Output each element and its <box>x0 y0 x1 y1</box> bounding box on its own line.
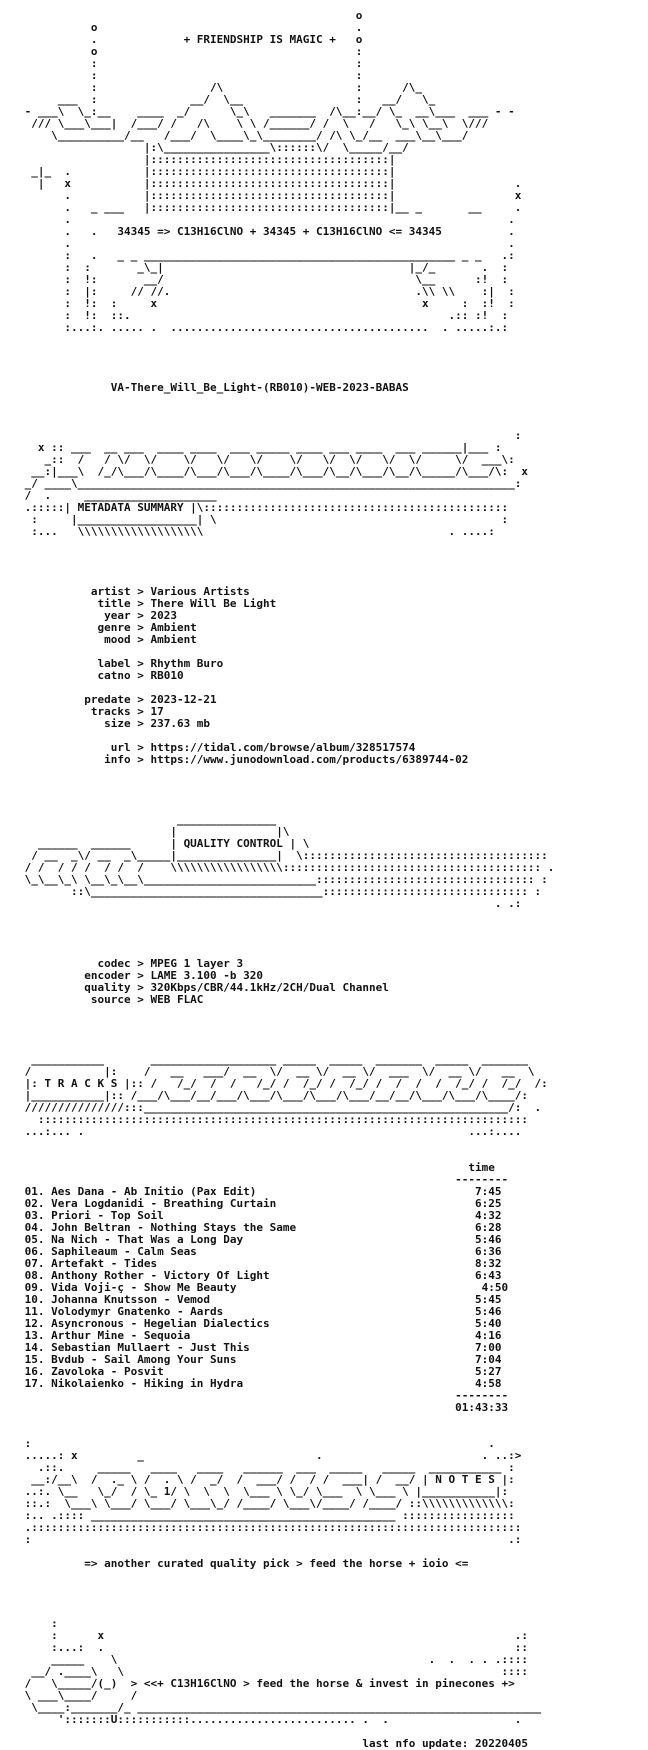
nfo-ascii-document: o o . . + FRIENDSHIP IS MAGIC + o o : : : : : : /\ : /\_ ___ : __/ \__ : __/ \_ - ___\ \_:__ ____ _/ \_\ _______ /\__:__/ \_ __\___ ___ - - /// \___\___| /___/ / /\ \ \ /______/ / \ / \_\ \__\ \/// \__________/__ /___/ \____\_\________/ /\ \_/__ ___\__\___/ |:\________________\::::::\/ \_____/__/ |::::::::::::::::::::::::::::::::::::| _|_ . |::::::::::::::::::::::::::::::::::::| | x |::::::::::::::::::::::::::::::::::::| . . |::::::::::::::::::::::::::::::::::::| x . _ ___ |::::::::::::::::::::::::::::::::::::|__ _ __ . . . . . 34345 => C13H16ClNO + 34345 + C13H16ClNO <= 34345 . . . : . _ _ _______________________________________________ _ _ .: : : _\_| |_/_ . : : !: __/ \__ :! : : |: // //. .\\ \\ :| : : !: : x x : :! : : !: ::. .:: :! : :...:. ..... . ....................................... . .....:.: VA-There_Will_Be_Light-(RB010)-WEB-2023-BABAS : x :: ___ __ ___ ____ ____ ___ _____ ____ ___ ____ ___ ______|___ : _:: / / \/ \/ \/ \/ \/ \/ \/ \/ \/ \/ \/ ___\: __:|___\ /_/\___/\____/\___/\___/\____/\___/\__/\___/\__/\_____/\___/\: x _/ ____\__________________________________________________________________: / . ____________________ .:::::| METADATA SUMMARY |\:::::::::::::::::::::::::::::::::::::::::::::: : |__________________| \ : :... \\\\\\\\\\\\\\\\\\\ . ....: artist > Various Artists title > There Will Be Light year > 2023 genre > Ambient mood > Ambient label > Rhythm Buro catno > RB010 predate > 2023-12-21 tracks > 17 size > 237.63 mb url > https://tidal.com/browse/album/328517574 info > https://www.junodownload.com/products/6389744-02 _______________ | |\ ______ ______ | QUALITY CONTROL | \ / __ _\/ __ _\_____|_______________| \::::::::::::::::::::::::::::::::::::: / / / / / / / / \\\\\\\\\\\\\\\\\::::::::::::::::::::::::::::::::::::::: . \_\__\_\ \__\_\__\__________________________::::::::::::::::::::::::::::::::: : ::\___________________________________::::::::::::::::::::::::::::::: : . .: codec > MPEG 1 layer 3 encoder > LAME 3.100 -b 320 quality > 320Kbps/CBR/44.1kHz/2CH/Dual Channel source > WEB FLAC ___________ ___________________ _____ _____ _______ _____ _______ / |: / __ ___/ __ \/ __ \/ __ \/ ___ \/ __ \/ __ \ |: T R A C K S |:: / /_/ / / /_/ / /_/ / /_/ / / / / /_/ / /_/ /: |___________|:: /___/\___/__/___/\___/\___/\___/\___/__/__/\___/\___/\____/: ///////////////:::_______________________________________________________/: . :::::::::::::::::::::::::::::::::::::::::::::::::::::::::::::::::::::::::: ...:... . ...:.... time -------- 01. Aes Dana - Ab Initio (Pax Edit) 7:45 02. Vera Logdanidi - Breathing Curtain 6:25 03. Priori - Top Soil 4:32 04. John Beltran - Nothing Stays the Same 6:28 05. Na Nich - That Was a Long Day 5:46 06. Saphileaum - Calm Seas 6:36 07. Artefakt - Tides 8:32 08. Anthony Rother - Victory Of Light 6:43 09. Vida Voji-ç - Show Me Beauty 4:50 10. Johanna Knutsson - Vemod 5:45 11. Volodymyr Gnatenko - Aards 5:46 12. Asyncronous - Hegelian Dialectics 5:40 13. Arthur Mine - Sequoia 4:16 14. Sebastian Mullaert - Just This 7:00 15. Bvdub - Sail Among Your Suns 7:04 16. Zavoloka - Posvit 5:27 17. Nikolaienko - Hiking in Hydra 4:58 -------- 01:43:33 : . .....: x _ . . ..:> .::. _____ ____ ____ ______ ___ _____ _____ ___________ : __:/__\ / ._ \ / . \ / _/ / ___/ / / / ___| / __/ | N O T E S |: ..:. \__ \_/ / \_ 1/ \ \ \ \___ \ \_/ \___ \ \___ \ |___________|: ::.: \___\ \___/ \___/ \___\_/ /____/ \___\/____/ /____/ ::\\\\\\\\\\\\\: :.. .:::: ______________________________________________ ::::::::::::::::: .:::::::::::::::::::::::::::::::::::::::::::::::::::::::::::::::::::::::::: : .: => another curated quality pick > feed the horse + ioio <= : : x .: :...: . :: _____ \ . . . . .:::: __/ .____\ \ :::: / \_____/(_) > <<+ C13H16ClNO > feed the horse & invest in pinecones +> \ ___\____/ / \____:_______/_ _____________________________________________________________ ':::::::U:::::::::::......................... . . . last nfo update: 20220405 <box>24 9 555 1750</box>
